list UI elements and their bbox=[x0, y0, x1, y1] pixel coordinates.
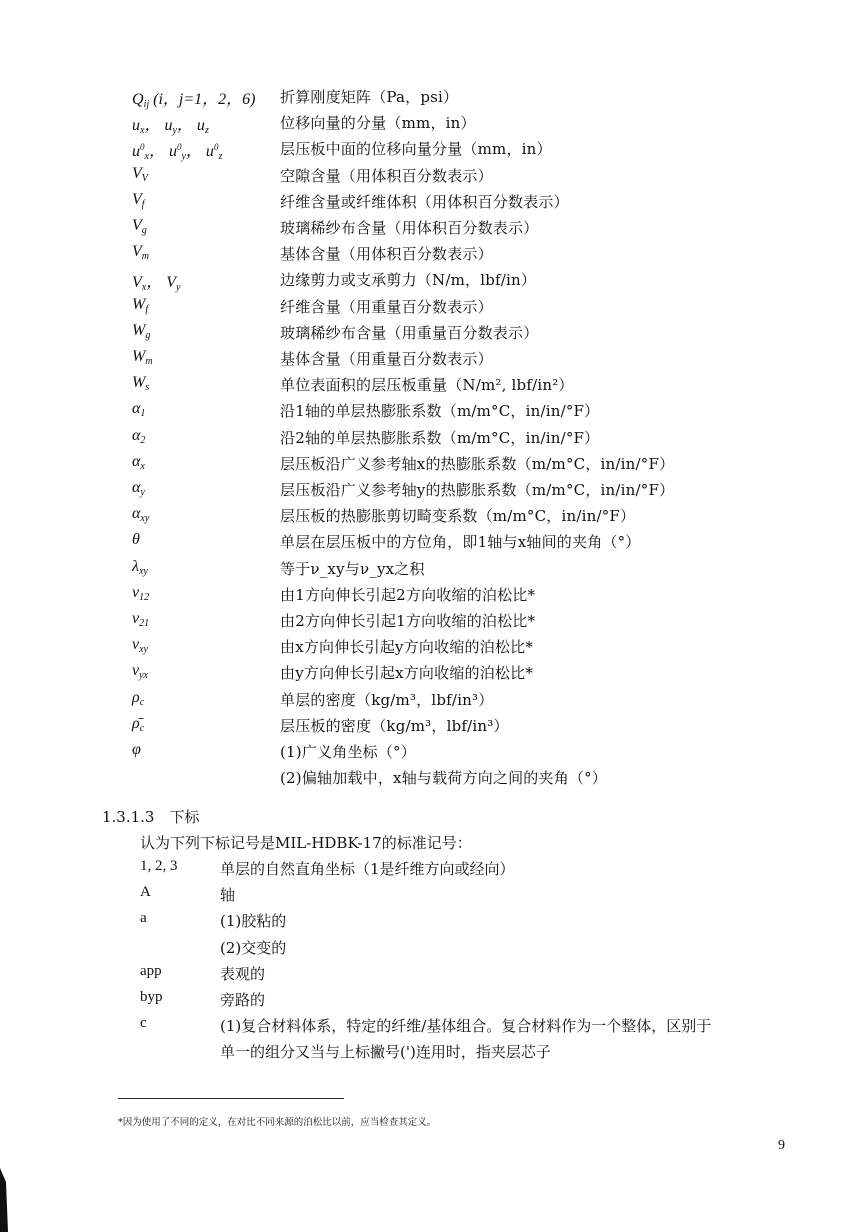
section-intro: 认为下列下标记号是MIL-HDBK-17的标准记号： bbox=[140, 834, 472, 852]
subscript-row bbox=[0, 858, 848, 884]
symbol-description: 由2方向伸长引起1方向收缩的泊松比* bbox=[280, 612, 536, 630]
subscript-row bbox=[0, 963, 848, 989]
symbol-notation: φ bbox=[132, 741, 141, 758]
symbol-row bbox=[0, 165, 848, 191]
symbol-row bbox=[0, 505, 848, 531]
symbol-row bbox=[0, 662, 848, 688]
subscript-key: c bbox=[140, 1015, 147, 1032]
subscript-row bbox=[0, 910, 848, 936]
subscript-description: 单一的组分又当与上标撇号(')连用时，指夹层芯子 bbox=[220, 1043, 551, 1062]
section-heading: 1.3.1.3 下标 bbox=[102, 808, 200, 826]
symbol-description: 纤维含量或纤维体积（用体积百分数表示） bbox=[280, 192, 569, 211]
scan-edge-mark bbox=[0, 1168, 14, 1232]
subscript-row bbox=[0, 937, 848, 963]
subscript-key: A bbox=[140, 884, 151, 901]
subscript-description: (1)胶粘的 bbox=[220, 912, 287, 931]
symbol-notation: $\alpha_x$ bbox=[132, 452, 145, 472]
subscript-description: 表观的 bbox=[220, 964, 266, 983]
symbol-description: 边缘剪力或支承剪力（N/m，lbf/in） bbox=[280, 271, 537, 290]
symbol-description: 层压板沿广义参考轴y的热膨胀系数（m/m°C，in/in/°F） bbox=[280, 481, 675, 499]
symbol-row bbox=[0, 558, 848, 584]
symbol-notation: $W_s$ bbox=[132, 374, 150, 394]
symbol-description: 层压板的密度（kg/m³，lbf/in³） bbox=[280, 716, 509, 735]
symbol-row bbox=[0, 741, 848, 767]
symbol-notation: $\alpha_{xy}$ bbox=[132, 505, 150, 525]
symbol-description: (2)偏轴加载中，x轴与载荷方向之间的夹角（°） bbox=[280, 769, 608, 788]
symbol-description: 层压板中面的位移向量分量（mm，in） bbox=[280, 140, 552, 159]
subscript-description: (2)交变的 bbox=[220, 938, 287, 957]
symbol-notation: $\alpha_2$ bbox=[132, 426, 146, 446]
footnote-divider bbox=[118, 1098, 344, 1099]
symbol-notation: $u_x$， $u_y$， $u_z$ bbox=[132, 117, 209, 137]
symbol-row bbox=[0, 453, 848, 479]
subscript-row bbox=[0, 884, 848, 910]
symbol-notation: $\rho_c$ bbox=[132, 688, 145, 708]
symbol-notation: $\nu_{yx}$ bbox=[132, 662, 148, 682]
symbol-row bbox=[0, 715, 848, 741]
symbol-notation: $W_g$ bbox=[132, 321, 151, 341]
symbol-row bbox=[0, 348, 848, 374]
symbol-description: 纤维含量（用重量百分数表示） bbox=[280, 297, 493, 316]
symbol-description: 由1方向伸长引起2方向收缩的泊松比* bbox=[280, 585, 536, 604]
symbol-row bbox=[0, 610, 848, 636]
symbol-row bbox=[0, 531, 848, 557]
symbol-row bbox=[0, 217, 848, 243]
symbol-description: 玻璃稀纱布含量（用重量百分数表示） bbox=[280, 323, 539, 342]
symbol-row bbox=[0, 86, 848, 112]
symbol-row bbox=[0, 400, 848, 426]
symbol-notation: $\nu_{12}$ bbox=[132, 583, 150, 603]
symbol-notation: $W_m$ bbox=[132, 348, 153, 367]
symbol-description: 层压板沿广义参考轴x的热膨胀系数（m/m°C，in/in/°F） bbox=[280, 454, 675, 473]
subscript-description: 轴 bbox=[220, 886, 236, 905]
symbol-notation: $\nu_{xy}$ bbox=[132, 636, 148, 656]
symbol-notation: $\rhō_c$ bbox=[132, 714, 145, 734]
symbol-notation: $u^0_x$， $u^0_y$， $u^0_z$ bbox=[132, 142, 223, 163]
symbol-notation: $Q_{ij}$ (i，j=1，2，6) bbox=[132, 91, 256, 110]
symbol-notation: $\alpha_y$ bbox=[132, 479, 145, 498]
symbol-row bbox=[0, 138, 848, 164]
symbol-row bbox=[0, 191, 848, 217]
symbol-notation: $\alpha_1$ bbox=[132, 400, 146, 420]
subscript-key: 1, 2, 3 bbox=[140, 858, 178, 874]
symbol-description: 单层在层压板中的方位角，即1轴与x轴间的夹角（°） bbox=[280, 533, 641, 552]
symbol-description: 等于ν_xy与ν_yx之积 bbox=[280, 559, 425, 578]
subscript-key: app bbox=[140, 962, 162, 979]
symbol-description: (1)广义角坐标（°） bbox=[280, 743, 416, 761]
subscript-row bbox=[0, 1015, 848, 1041]
symbol-row bbox=[0, 427, 848, 453]
subscript-row bbox=[0, 1041, 848, 1067]
symbol-description: 单层的密度（kg/m³，lbf/in³） bbox=[280, 690, 494, 709]
subscript-key: a bbox=[140, 910, 147, 927]
symbol-row bbox=[0, 636, 848, 662]
symbol-row bbox=[0, 269, 848, 295]
symbol-notation: $V_V$ bbox=[132, 164, 148, 184]
symbol-description: 由y方向伸长引起x方向收缩的泊松比* bbox=[280, 664, 534, 683]
symbol-row bbox=[0, 296, 848, 322]
subscript-key: byp bbox=[140, 989, 163, 1005]
symbol-description: 基体含量（用体积百分数表示） bbox=[280, 245, 493, 264]
symbol-row bbox=[0, 479, 848, 505]
symbol-row bbox=[0, 767, 848, 793]
symbol-row bbox=[0, 112, 848, 138]
symbol-notation: $\lambda_{xy}$ bbox=[132, 557, 148, 577]
symbol-description: 折算刚度矩阵（Pa，psi） bbox=[280, 88, 459, 106]
symbol-description: 位移向量的分量（mm，in） bbox=[280, 114, 476, 133]
symbol-notation: θ bbox=[132, 531, 140, 549]
symbol-row bbox=[0, 689, 848, 715]
symbol-description: 单位表面积的层压板重量（N/m², lbf/in²） bbox=[280, 376, 574, 395]
symbol-notation: $V_g$ bbox=[132, 217, 147, 236]
subscript-description: 单层的自然直角坐标（1是纤维方向或经向） bbox=[220, 860, 515, 878]
symbol-description: 由x方向伸长引起y方向收缩的泊松比* bbox=[280, 638, 534, 657]
subscript-row bbox=[0, 989, 848, 1015]
symbol-notation: $V_x$， $V_y$ bbox=[132, 274, 181, 294]
symbol-notation: $V_m$ bbox=[132, 243, 150, 263]
page-number: 9 bbox=[778, 1138, 785, 1153]
symbol-description: 层压板的热膨胀剪切畸变系数（m/m°C，in/in/°F） bbox=[280, 507, 636, 526]
symbol-description: 沿2轴的单层热膨胀系数（m/m°C，in/in/°F） bbox=[280, 428, 600, 447]
symbol-row bbox=[0, 374, 848, 400]
symbol-description: 玻璃稀纱布含量（用体积百分数表示） bbox=[280, 219, 539, 237]
symbol-row bbox=[0, 243, 848, 269]
subscript-description: 旁路的 bbox=[220, 991, 266, 1009]
symbol-description: 基体含量（用重量百分数表示） bbox=[280, 350, 493, 368]
symbol-notation: $\nu_{21}$ bbox=[132, 610, 150, 629]
symbol-description: 沿1轴的单层热膨胀系数（m/m°C，in/in/°F） bbox=[280, 402, 600, 421]
symbol-notation: $W_f$ bbox=[132, 295, 149, 315]
symbol-row bbox=[0, 584, 848, 610]
symbol-notation: $V_f$ bbox=[132, 190, 145, 210]
symbol-row bbox=[0, 322, 848, 348]
symbol-description: 空隙含量（用体积百分数表示） bbox=[280, 166, 493, 185]
subscript-description: (1)复合材料体系，特定的纤维/基体组合。复合材料作为一个整体，区别于 bbox=[220, 1017, 712, 1036]
footnote: *因为使用了不同的定义，在对比不同来源的泊松比以前，应当检查其定义。 bbox=[118, 1117, 437, 1128]
